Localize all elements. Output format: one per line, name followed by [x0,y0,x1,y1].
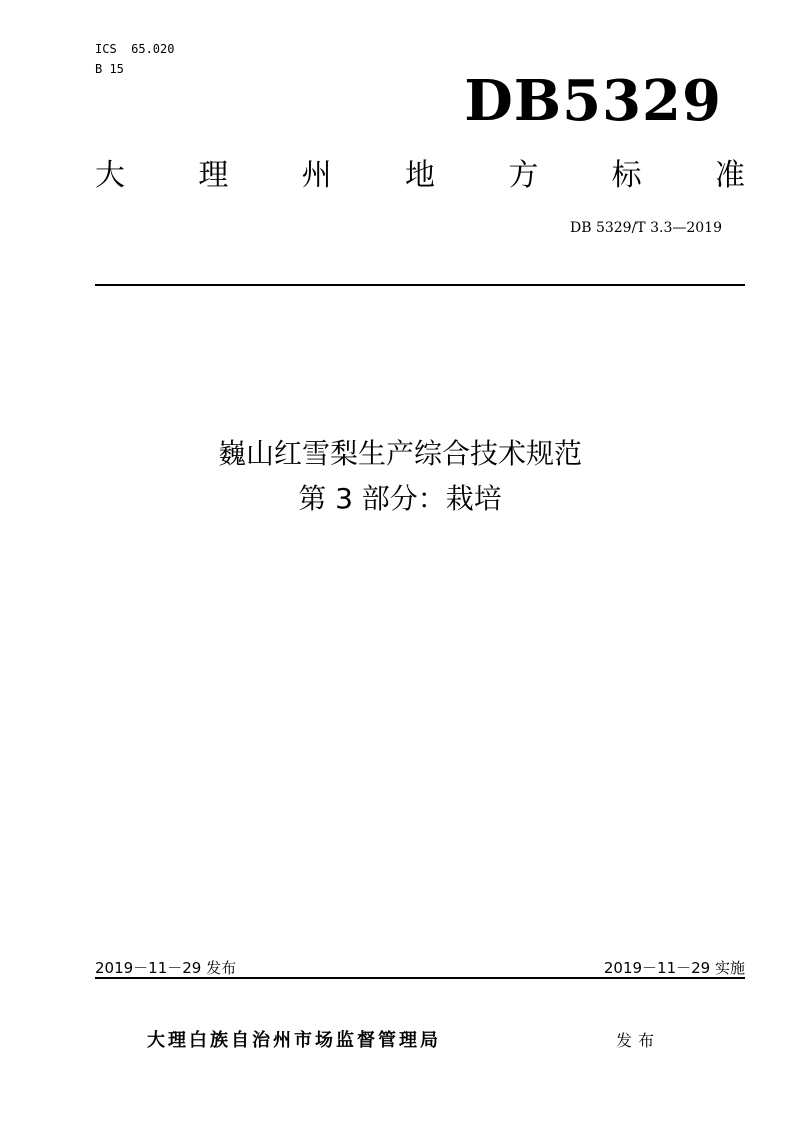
standard-type-char: 准 [714,158,745,193]
publish-label: 发布 [616,1031,661,1050]
standard-type [95,156,745,196]
publish-date: 2019－11－29 发布 [95,959,237,977]
standard-number: DB 5329/T 3.3—2019 [570,220,722,236]
publisher-name: 大理白族自治州市场监督管理局 [147,1030,441,1051]
standard-type-char: 大 [95,158,125,193]
implement-date: 2019－11－29 实施 [603,959,745,977]
standard-type-char: 州 [301,158,332,193]
classification-code: B 15 [95,62,124,76]
header-divider [95,284,745,286]
ics-code: ICS 65.020 [95,42,175,56]
standard-type-char: 地 [404,158,435,193]
standard-type-char: 方 [508,158,539,193]
document-subtitle: 第 3 部分：栽培 [298,482,502,515]
document-title: 巍山红雪梨生产综合技术规范 [217,437,582,470]
standard-type-char: 理 [198,158,229,193]
standard-code: DB5329 [464,68,722,134]
standard-type-char: 标 [611,158,642,193]
footer-divider [95,977,745,979]
